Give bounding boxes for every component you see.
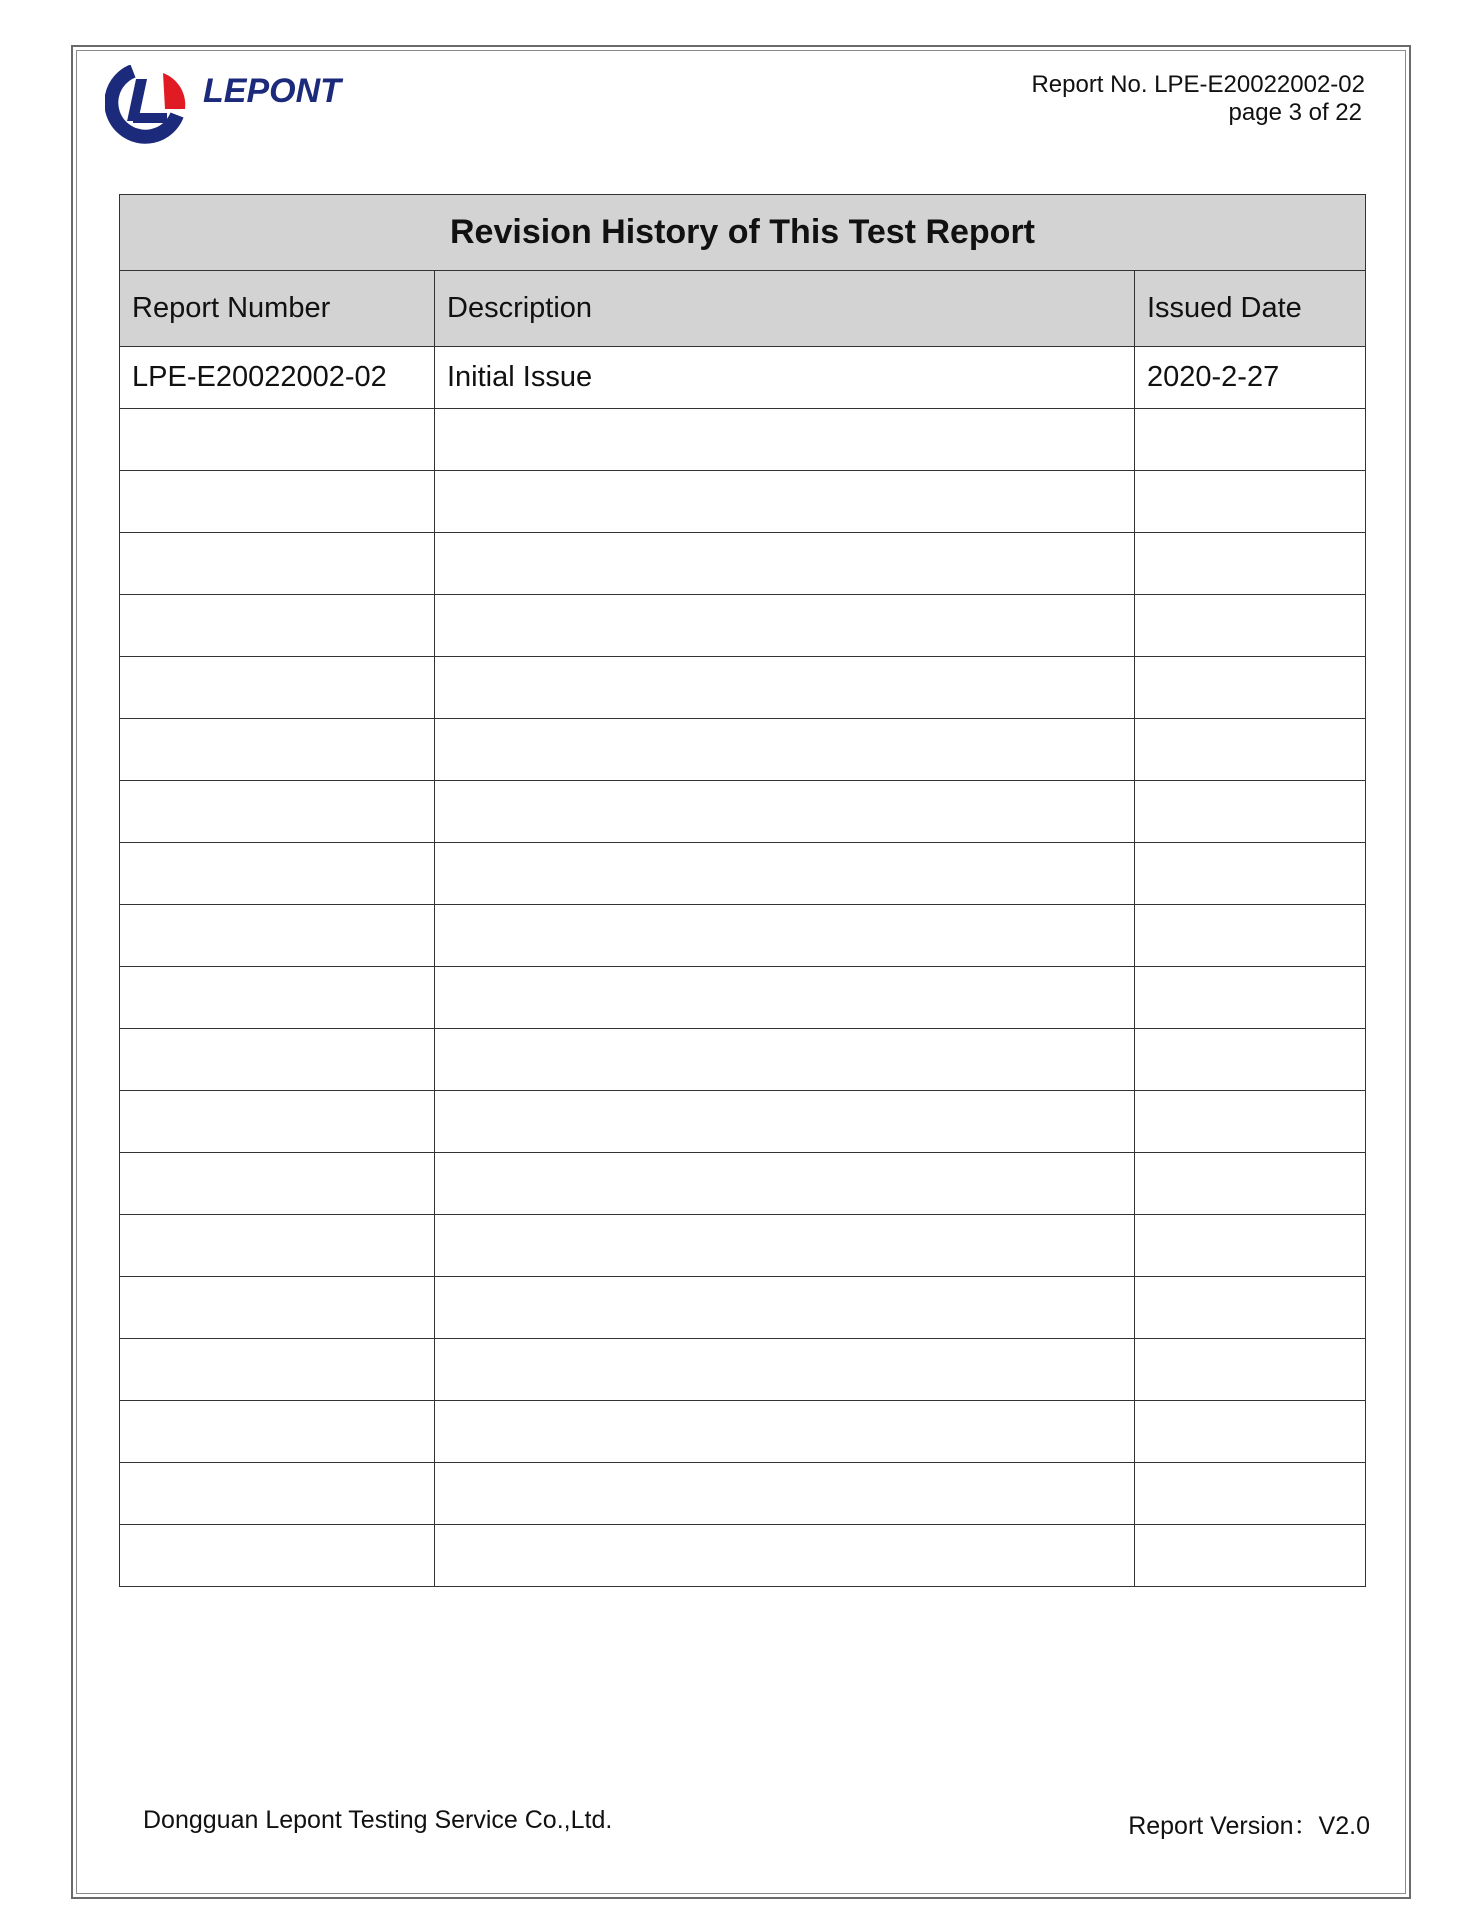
table-row <box>120 347 1366 409</box>
footer-company: Dongguan Lepont Testing Service Co.,Ltd. <box>143 1806 613 1834</box>
table-row <box>120 843 1366 905</box>
table-row <box>120 905 1366 967</box>
cell-description <box>435 533 1135 595</box>
cell-report-number <box>120 1215 435 1277</box>
column-header-issued-date: Issued Date <box>1135 271 1366 347</box>
cell-report-number <box>120 1401 435 1463</box>
cell-description <box>435 595 1135 657</box>
cell-issued-date <box>1135 1463 1366 1525</box>
cell-description <box>435 967 1135 1029</box>
cell-description <box>435 781 1135 843</box>
table-row <box>120 1029 1366 1091</box>
column-header-description: Description <box>435 271 1135 347</box>
cell-description <box>435 1339 1135 1401</box>
cell-report-number <box>120 1091 435 1153</box>
table-row <box>120 1153 1366 1215</box>
table-row <box>120 1525 1366 1587</box>
table-title: Revision History of This Test Report <box>120 195 1366 271</box>
cell-report-number <box>120 719 435 781</box>
cell-report-number <box>120 1525 435 1587</box>
cell-report-number <box>120 1277 435 1339</box>
table-row <box>120 657 1366 719</box>
cell-issued-date <box>1135 1153 1366 1215</box>
table-row <box>120 595 1366 657</box>
report-number: Report No. LPE-E20022002-02 <box>1031 71 1365 98</box>
logo-text: LEPONT <box>203 72 341 110</box>
cell-issued-date: 2020-2-27 <box>1135 347 1366 409</box>
cell-issued-date <box>1135 781 1366 843</box>
page-number: page 3 of 22 <box>1228 99 1362 126</box>
table-row <box>120 967 1366 1029</box>
table-row <box>120 1339 1366 1401</box>
cell-description <box>435 1401 1135 1463</box>
cell-report-number <box>120 471 435 533</box>
cell-issued-date <box>1135 719 1366 781</box>
cell-issued-date <box>1135 657 1366 719</box>
cell-report-number <box>120 1153 435 1215</box>
cell-issued-date <box>1135 843 1366 905</box>
cell-issued-date <box>1135 1401 1366 1463</box>
cell-issued-date <box>1135 1525 1366 1587</box>
cell-report-number <box>120 595 435 657</box>
cell-issued-date <box>1135 1029 1366 1091</box>
cell-report-number <box>120 533 435 595</box>
table-row <box>120 1463 1366 1525</box>
cell-description <box>435 1525 1135 1587</box>
cell-report-number <box>120 409 435 471</box>
table-row <box>120 533 1366 595</box>
cell-issued-date <box>1135 1091 1366 1153</box>
cell-description <box>435 1029 1135 1091</box>
cell-report-number <box>120 843 435 905</box>
cell-issued-date <box>1135 905 1366 967</box>
lepont-logo <box>105 65 405 145</box>
cell-report-number <box>120 1029 435 1091</box>
table-row <box>120 719 1366 781</box>
cell-issued-date <box>1135 1339 1366 1401</box>
cell-issued-date <box>1135 595 1366 657</box>
cell-report-number <box>120 967 435 1029</box>
cell-description <box>435 1277 1135 1339</box>
cell-report-number <box>120 905 435 967</box>
cell-description <box>435 1215 1135 1277</box>
cell-issued-date <box>1135 471 1366 533</box>
cell-issued-date <box>1135 1277 1366 1339</box>
table-row <box>120 471 1366 533</box>
cell-description <box>435 719 1135 781</box>
cell-description: Initial Issue <box>435 347 1135 409</box>
table-row <box>120 1091 1366 1153</box>
cell-issued-date <box>1135 409 1366 471</box>
cell-description <box>435 409 1135 471</box>
cell-description <box>435 1153 1135 1215</box>
cell-issued-date <box>1135 533 1366 595</box>
revision-history-table <box>119 194 1366 1587</box>
cell-description <box>435 1463 1135 1525</box>
cell-description <box>435 657 1135 719</box>
table-row <box>120 1401 1366 1463</box>
cell-report-number <box>120 657 435 719</box>
table-row <box>120 1215 1366 1277</box>
footer-version: Report Version：V2.0 <box>1128 1812 1370 1840</box>
cell-report-number: LPE-E20022002-02 <box>120 347 435 409</box>
cell-description <box>435 905 1135 967</box>
table-row <box>120 1277 1366 1339</box>
cell-description <box>435 471 1135 533</box>
table-row <box>120 781 1366 843</box>
cell-issued-date <box>1135 1215 1366 1277</box>
table-row <box>120 409 1366 471</box>
cell-report-number <box>120 1339 435 1401</box>
cell-description <box>435 1091 1135 1153</box>
column-header-report-number: Report Number <box>120 271 435 347</box>
cell-issued-date <box>1135 967 1366 1029</box>
cell-report-number <box>120 1463 435 1525</box>
cell-description <box>435 843 1135 905</box>
cell-report-number <box>120 781 435 843</box>
